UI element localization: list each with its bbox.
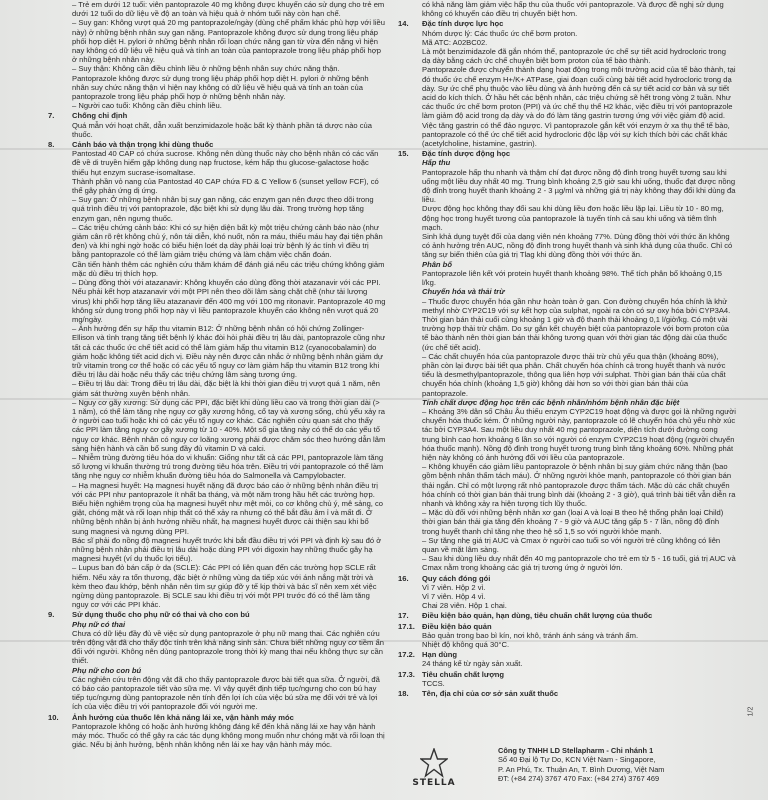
- paragraph: – Điều trị lâu dài: Trong điều trị lâu dài, đặc biệt là khi thời gian điều trị vượt quá 1 năm, nên giám sát thường xuyên bệnh nhân.: [72, 379, 380, 398]
- paragraph: – Trẻ em dưới 12 tuổi: viên pantoprazole 40 mg không được khuyến cáo sử dụng cho trẻ em dưới 12 tuổi do dữ liệu về độ an toàn và hiệu quả ở nhóm tuổi này còn hạn chế.: [72, 0, 385, 19]
- paragraph: Pantoprazole liên kết với protein huyết thanh khoảng 98%. Thể tích phân bố khoảng 0,15 l/kg.: [422, 268, 722, 288]
- paragraph: Pantoprazole được chuyển thành dạng hoạt động trong môi trường acid của tế bào thành, tại đó thuốc ức chế enzym H+/K+ ATPase, giai đoạn cuối cùng bài tiết acid hydrocloric trong dạ dày. Sự ức chế phụ thuộc vào liều dùng và ảnh hưởng đến cả sự tiết acid cơ bản và sự tiết acid do kích thích. Ở hầu hết các bệnh nhân, các triệu chứng sẽ hết trong vòng 2 tuần. Như các thuốc ức chế bơm proton (PPI) và ức chế thụ thể H2 khác, việc điều trị với pantoprazole làm giảm độ acid trong dạ dày và do đó làm tăng gastrin tương ứng với việc giảm độ acid. Việc tăng gastrin có thể đảo ngược. Vì pantoprazole gắn kết với enzym ở xa thụ thể tế bào, pantoprazole có thể ức chế tiết acid hydrocloric độc lập với sự kích thích bởi các chất khác (acetylcholine, histamine, gastrin).: [422, 65, 736, 149]
- company-address-line-1: Số 40 Đại lộ Tự Do, KCN Việt Nam - Singapore,: [498, 755, 656, 765]
- right-column: [398, 0, 736, 800]
- subsection-heading: Tính chất dược động học trên các bệnh nhân/nhóm bệnh nhân đặc biệt: [422, 397, 680, 407]
- paragraph: Pantostad 40 CAP có chứa sucrose. Không nên dùng thuốc này cho bệnh nhân có các vấn đề về di truyền hiếm gặp không dung nạp fructose, kém hấp thu glucose-galactose hoặc thiếu hụt enzym sucrase-isomaltase.: [72, 149, 379, 177]
- section-number: 9.: [48, 610, 55, 620]
- company-address-line-2: P. An Phú, Tx. Thuận An, T. Bình Dương, Việt Nam: [498, 764, 665, 774]
- star-logo-icon: [420, 748, 448, 778]
- paragraph: Vỉ 7 viên. Hộp 4 vỉ.: [422, 592, 486, 601]
- section-heading: [398, 149, 736, 158]
- stella-logo: [404, 748, 464, 798]
- paragraph: Quá mẫn với hoạt chất, dẫn xuất benzimidazole hoặc bất kỳ thành phần tá dược nào của thuốc.: [72, 120, 372, 139]
- paragraph: – Các triệu chứng cảnh báo: Khi có sự hiện diện bất kỳ một triệu chứng cảnh báo nào (như giảm cân rõ rệt không chủ ý, nôn tái diễn, khó nuốt, nôn ra máu, thiếu máu hay đại tiện phân đen) và khi nghi ngờ hoặc có biểu hiện loét dạ dày phải loại trừ bệnh lý ác tính vì điều trị bằng pantoprazole có thể làm giảm triệu chứng và làm chậm việc chẩn đoán.: [72, 222, 383, 260]
- section-title: Quy cách đóng gói: [422, 573, 491, 583]
- paragraph: TCCS.: [422, 678, 445, 688]
- section-heading: [398, 622, 736, 631]
- section-number: 18.: [398, 689, 409, 699]
- subsection-heading: Chuyển hóa và thải trừ: [422, 287, 505, 297]
- paragraph: Chai 28 viên. Hộp 1 chai.: [422, 601, 507, 611]
- subsection-heading: Phụ nữ cho con bú: [72, 665, 142, 675]
- section-number: 10.: [48, 712, 59, 722]
- paragraph: – Mặc dù đối với những bệnh nhân xơ gan (loại A và loại B theo hệ thống phân loại Child) thời gian bán thải gia tăng đến khoảng 7 - 9 giờ và AUC tăng gấp 5 - 7 lần, nồng độ đỉnh trong huyết thanh chỉ tăng nhẹ theo hệ số 1,5 so với người khỏe mạnh.: [422, 508, 724, 536]
- paragraph: – Lupus ban đỏ bán cấp ở da (SCLE): Các PPI có liên quan đến các trường hợp SCLE rất hiếm. Nếu xảy ra tổn thương, đặc biệt ở những vùng da tiếp xúc với ánh nắng mặt trời và kèm theo đau khớp, bệnh nhân nên tìm sự giúp đỡ y tế kịp thời và bác sĩ nên xem xét việc ngừng dùng pantoprazole. Bị SCLE sau khi điều trị với một PPI trước đó có thể làm tăng nguy cơ với các PPI khác.: [72, 563, 377, 610]
- paragraph: Sinh khả dụng tuyệt đối của dạng viên nén khoảng 77%. Dùng đồng thời với thức ăn không có ảnh hưởng trên AUC, nồng độ đỉnh trong huyết thanh và sinh khả dụng của thuốc. Chỉ có tăng sự biến thiên của giá trị Tlag khi dùng đồng thời với thức ăn.: [422, 232, 733, 260]
- company-info: [498, 746, 664, 784]
- paragraph: – Thuốc được chuyển hóa gần như hoàn toàn ở gan. Con đường chuyển hóa chính là khử methyl nhờ CYP2C19 với sự kết hợp của sulphat, ngoài ra còn có sự oxy hóa bởi CYP3A4. Thời gian bán thải cuối cùng khoảng 1 giờ và độ thanh thải khoảng 0,1 l/giờ/kg. Có một vài trường hợp thải trừ chậm. Do sự gắn kết chuyên biệt của pantoprazole với bơm proton của tế bào thành nên thời gian bán thải không tương quan với thời gian tác động dài của thuốc (ức chế tiết acid).: [422, 296, 731, 352]
- left-column: [48, 0, 386, 800]
- section-title: Hạn dùng: [422, 650, 458, 660]
- section-number: 16.: [398, 573, 409, 583]
- section-title: Đặc tính dược lực học: [422, 19, 504, 29]
- paragraph: – Dùng đồng thời với atazanavir: Không khuyến cáo dùng đồng thời atazanavir với các PPI. Nếu phải kết hợp atazanavir với một PPI nên theo dõi lâm sàng chặt chẽ (như tải lượng virus) khi phối hợp tăng liều atazanavir đến 400 mg với 100 mg ritonavir. Pantoprazole 40 mg không sử dụng trong phối hợp này vì liều pantoprazole khuyến cáo không nên vượt quá 20 mg/ngày.: [72, 278, 386, 324]
- section-heading: [398, 574, 736, 583]
- section-title: Tên, địa chỉ của cơ sở sản xuất thuốc: [422, 689, 559, 699]
- manufacturer-footer: [398, 740, 748, 800]
- paragraph: – Không khuyến cáo giảm liều pantoprazole ở bệnh nhân bị suy giảm chức năng thận (bao gồm bệnh nhân thẩm tách máu). Ở những người khỏe mạnh, pantoprazole có thời gian bán thải ngắn. Chỉ có một lượng rất nhỏ pantoprazole được thẩm tách. Mặc dù các chất chuyển hóa chính có thời gian bán thải trung bình dài (khoảng 2 - 3 giờ), quá trình bài tiết vẫn diễn ra nhanh và không xảy ra hiện tượng tích lũy thuốc.: [422, 462, 736, 508]
- paragraph: – Suy gan: Ở những bệnh nhân bị suy gan nặng, các enzym gan nên được theo dõi trong quá trình điều trị với pantoprazole, đặc biệt khi sử dụng lâu dài. Trong trường hợp tăng enzym gan, nên ngưng thuốc.: [72, 195, 374, 223]
- section-title: Tiêu chuẩn chất lượng: [422, 669, 505, 679]
- paragraph: Pantoprazole không có hoặc ảnh hưởng không đáng kể đến khả năng lái xe hay vận hành máy móc. Thuốc có thể gây ra các tác dụng không mong muốn như chóng mặt và rối loạn thị giác. Nếu bị ảnh hưởng, bệnh nhân không nên lái xe hay vận hành máy móc.: [72, 721, 385, 750]
- paragraph: Pantoprazole hấp thu nhanh và thậm chí đạt được nồng độ đỉnh trong huyết tương sau khi uống một liều duy nhất 40 mg. Trung bình khoảng 2,5 giờ sau khi uống, thuốc đạt được nồng độ đỉnh trong huyết thanh khoảng 2 - 3 µg/ml và những giá trị này không thay đổi khi dùng đa liều.: [422, 167, 736, 205]
- section-heading: [48, 610, 386, 619]
- section-title: Sử dụng thuốc cho phụ nữ có thai và cho con bú: [72, 610, 250, 620]
- section-number: 17.: [398, 611, 409, 621]
- section-heading: [398, 611, 736, 620]
- paragraph: – Nguy cơ gãy xương: Sử dụng các PPI, đặc biệt khi dùng liều cao và trong thời gian dài (> 1 năm), có thể làm tăng nhẹ nguy cơ gãy xương hông, cổ tay và xương sống, chủ yếu xảy ra ở người cao tuổi hoặc khi có các yếu tố nguy cơ khác. Các nghiên cứu quan sát cho thấy các PPI làm tăng nguy cơ gãy xương từ 10 - 40%. Một số gia tăng này có thể do các yếu tố nguy cơ khác. Bệnh nhân có nguy cơ loãng xương phải được chăm sóc theo hướng dẫn lâm sàng hiện hành và cần bổ sung đầy đủ vitamin D và calci.: [72, 397, 386, 453]
- paragraph: Nhóm dược lý: Các thuốc ức chế bơm proton.: [422, 28, 578, 38]
- section-title: Đặc tính dược động học: [422, 149, 511, 159]
- section-heading: [48, 140, 386, 149]
- paragraph: Cần tiến hành thêm các nghiên cứu thăm khám để đánh giá nếu các triệu chứng không giảm mặc dù điều trị thích hợp.: [72, 259, 385, 278]
- paragraph: Bác sĩ phải đo nồng độ magnesi huyết trước khi bắt đầu điều trị với PPI và định kỳ sau đó ở những bệnh nhân phải điều trị lâu dài hoặc dùng PPI với digoxin hay những thuốc gây hạ magnesi huyết (ví dụ thuốc lợi tiểu).: [72, 535, 382, 564]
- page-number: 1/2: [747, 706, 755, 717]
- section-heading: [48, 713, 386, 722]
- section-heading: [398, 670, 736, 679]
- paragraph: Dược động học không thay đổi sau khi dùng liều đơn hoặc liều lặp lại. Liều từ 10 - 80 mg, động học trong huyết tương của pantoprazole là tuyến tính cả sau khi uống và tiêm tĩnh mạch.: [422, 204, 724, 232]
- company-name: Công ty TNHH LD Stellapharm - Chi nhánh 1: [498, 746, 654, 755]
- paragraph: Thành phần vỏ nang của Pantostad 40 CAP chứa FD & C Yellow 6 (sunset yellow FCF), có thể gây phản ứng dị ứng.: [72, 176, 379, 196]
- paragraph: Chưa có dữ liệu đầy đủ về việc sử dụng pantoprazole ở phụ nữ mang thai. Các nghiên cứu trên động vật đã cho thấy độc tính trên khả năng sinh sản. Chưa biết những nguy cơ tiềm ẩn đối với người. Không nên dùng pantoprazole trong thời kỳ mang thai nếu không thực sự cần thiết.: [72, 628, 384, 666]
- paragraph: – Người cao tuổi: Không cần điều chỉnh liều.: [72, 101, 222, 111]
- paragraph: 24 tháng kể từ ngày sản xuất.: [422, 659, 523, 669]
- paragraph: Các nghiên cứu trên động vật đã cho thấy pantoprazole được bài tiết qua sữa. Ở người, đã có báo cáo pantoprazole tiết vào sữa mẹ. Vì vậy quyết định tiếp tục/ngưng cho con bú hay tiếp tục/ngưng dùng pantoprazole nên tính đến lợi ích của việc bú sữa mẹ đối với trẻ và lợi ích của việc điều trị với pantoprazole đối với người mẹ.: [72, 674, 380, 712]
- section-number: 8.: [48, 140, 55, 150]
- paragraph: – Các chất chuyển hóa của pantoprazole được thải trừ chủ yếu qua thận (khoảng 80%), phần còn lại được bài tiết qua phân. Chất chuyển hóa chính cả trong huyết thanh và nước tiểu là desmethylpantoprazole, thông qua liên hợp với sulphat. Thời gian bán thải của chất chuyển hóa chính (khoảng 1,5 giờ) không dài hơn so với thời gian bán thải của pantoprazole.: [422, 351, 726, 398]
- section-title: Điều kiện bảo quản: [422, 621, 492, 631]
- section-heading: [398, 689, 736, 698]
- section-title: Ảnh hưởng của thuốc lên khả năng lái xe, vận hành máy móc: [72, 712, 294, 722]
- section-title: Điều kiện bảo quản, hạn dùng, tiêu chuẩn chất lượng của thuốc: [422, 611, 653, 621]
- section-number: 14.: [398, 19, 409, 29]
- brand-name: STELLA: [412, 778, 456, 788]
- paragraph: – Khoảng 3% dân số Châu Âu thiếu enzym CYP2C19 hoạt động và được gọi là những người chuyển hóa thuốc kém. Ở những người này, pantoprazole có lẽ chuyển hóa chủ yếu nhờ xúc tác bởi CYP3A4. Sau một liều duy nhất 40 mg pantoprazole, diện tích dưới đường cong trung bình cao hơn khoảng 6 lần so với người có enzym CYP2C19 hoạt động (người chuyển hóa thuốc mạnh). Nồng độ đỉnh trong huyết tương trung bình tăng khoảng 60%. Những phát hiện này không có ảnh hưởng đối với liều của pantoprazole.: [422, 406, 736, 462]
- section-heading: [398, 19, 736, 28]
- section-heading: [398, 650, 736, 659]
- section-number: 17.2.: [398, 650, 415, 660]
- paragraph: có khả năng làm giảm việc hấp thu của thuốc với pantoprazole. Và được đề nghị sử dụng không có khuyến cáo điều trị chuyển biệt hơn.: [422, 0, 724, 19]
- section-number: 15.: [398, 149, 409, 159]
- section-number: 7.: [48, 111, 55, 121]
- section-heading: [48, 111, 386, 120]
- paragraph: Mã ATC: A02BC02.: [422, 37, 488, 47]
- subsection-heading: Phụ nữ có thai: [72, 619, 126, 629]
- paragraph: – Suy gan: Không vượt quá 20 mg pantoprazole/ngày (dùng chế phẩm khác phù hợp với liều này) ở những bệnh nhân suy gan nặng. Pantoprazole không được sử dụng trong liệu pháp phối hợp diệt H. pylori ở những bệnh nhân rối loạn chức năng gan từ vừa đến nặng vì hiện nay không có dữ liệu về hiệu quả và tính an toàn của pantoprazole trong liệu pháp phối hợp ở những bệnh nhân này.: [72, 18, 386, 65]
- section-number: 17.1.: [398, 621, 415, 631]
- paragraph: – Sau khi dùng liều duy nhất đến 40 mg pantoprazole cho trẻ em từ 5 - 16 tuổi, giá trị AUC và Cmax nằm trong khoảng các giá trị tương ứng ở người lớn.: [422, 554, 736, 573]
- subsection-heading: Hấp thu: [422, 158, 451, 168]
- paragraph: – Ảnh hưởng đến sự hấp thu vitamin B12: Ở những bệnh nhân có hội chứng Zollinger-Ellison và tình trạng tăng tiết bệnh lý khác đòi hỏi phải điều trị lâu dài, pantoprazole cũng như tất cả các thuốc ức chế tiết acid có thể làm giảm hấp thu vitamin B12 (cyanocobalamin) do giảm hoặc không tiết acid dịch vị. Điều này nên được cân nhắc ở những bệnh nhân giảm dự trữ vitamin trong cơ thể hoặc có các yếu tố nguy cơ làm giảm hấp thu vitamin B12 trong khi điều trị lâu dài hoặc nếu thấy các triệu chứng lâm sàng tương ứng.: [72, 324, 386, 380]
- paragraph: Bảo quản trong bao bì kín, nơi khô, tránh ánh sáng và tránh ẩm.: [422, 630, 639, 640]
- section-title: Cảnh báo và thận trọng khi dùng thuốc: [72, 140, 214, 150]
- section-number: 17.3.: [398, 669, 415, 679]
- paragraph: – Nhiễm trùng đường tiêu hóa do vi khuẩn: Giống như tất cả các PPI, pantoprazole làm tăng số lượng vi khuẩn thường trú trong đường tiêu hóa trên. Điều trị với pantoprazole có thể làm tăng nhẹ nguy cơ nhiễm khuẩn đường tiêu hóa do Salmonella và Campylobacter.: [72, 452, 384, 481]
- company-phone-fax: ĐT: (+84 274) 3767 470 Fax: (+84 274) 3767 469: [498, 774, 660, 784]
- paragraph: Vỉ 7 viên. Hộp 2 vỉ.: [422, 582, 486, 592]
- paragraph: – Sự tăng nhẹ giá trị AUC và Cmax ở người cao tuổi so với người trẻ cũng không có liên quan về mặt lâm sàng.: [422, 535, 721, 554]
- paragraph: – Hạ magnesi huyết: Hạ magnesi huyết nặng đã được báo cáo ở những bệnh nhân điều trị với các PPI như pantoprazole ít nhất ba tháng, và một năm trong hầu hết các trường hợp. Biểu hiện nghiêm trọng của hạ magnesi huyết như mệt mỏi, co cơ không chủ ý, mê sảng, co giật, chóng mặt và rối loạn nhịp thất có thể xảy ra nhưng có thể bắt đầu âm ỉ và mất đi. Ở những bệnh nhân bị ảnh hưởng nhiều nhất, hạ magnesi huyết được cải thiện sau khi bổ sung magnesi và ngưng dùng PPI.: [72, 480, 384, 536]
- subsection-heading: Phân bố: [422, 259, 452, 269]
- paragraph: Là một benzimidazole đã gắn nhóm thế, pantoprazole ức chế sự tiết acid hydrocloric trong dạ dày bằng cách ức chế chuyên biệt bơm proton của tế bào thành.: [422, 47, 726, 66]
- paragraph: – Suy thận: Không cần điều chỉnh liều ở những bệnh nhân suy chức năng thận. Pantoprazole không được sử dụng trong liệu pháp phối hợp diệt H. pylori ở những bệnh nhân suy chức năng thận vì hiện nay không có dữ liệu về hiệu quả và tính an toàn của pantoprazole trong liệu pháp phối hợp ở những bệnh nhân này.: [72, 64, 369, 102]
- section-title: Chống chỉ định: [72, 111, 128, 121]
- paragraph: Nhiệt độ không quá 30°C.: [422, 640, 510, 650]
